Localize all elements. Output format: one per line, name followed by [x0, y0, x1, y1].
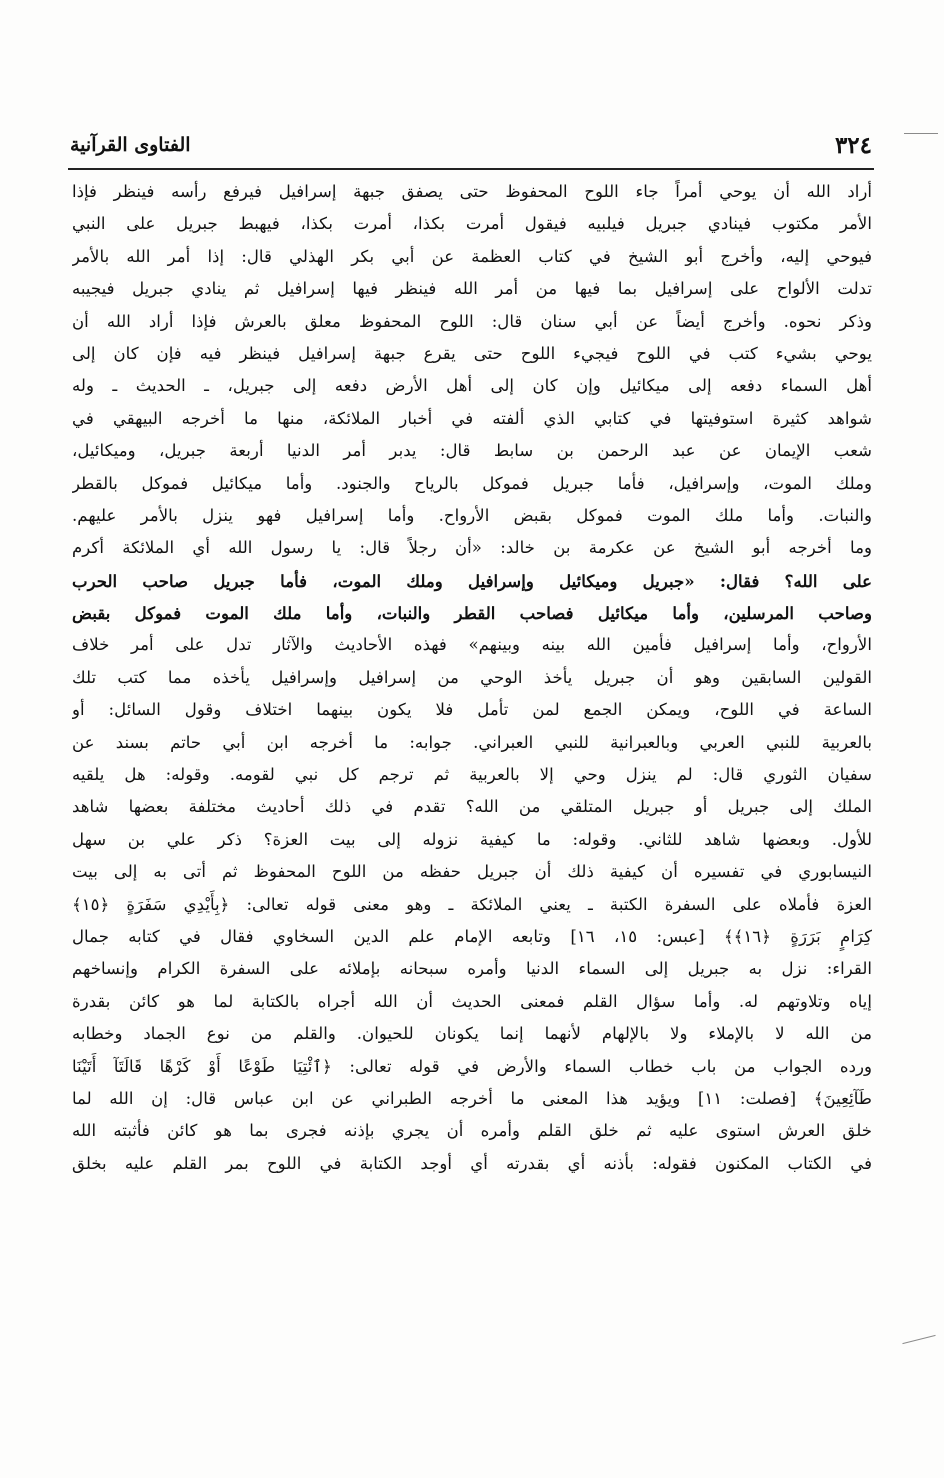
margin-mark-bottom [902, 1335, 935, 1344]
page-header [70, 127, 872, 163]
text-line: طَآئِعِينَ﴾ [فصلت: ١١] ويؤيد هذا المعنى ما أخرجه الطبراني عن ابن عباس قال: إن الله لما [72, 1088, 872, 1108]
text-line: يوحي بشيء كتب في اللوح فيجيء اللوح حتى يقرع جبهة إسرافيل فينظر فيه فإن كان إلى [72, 343, 872, 363]
text-line: على الله؟ فقال: «جبريل وميكائيل وإسرافيل وملك الموت، فأما جبريل صاحب الحرب [72, 570, 872, 591]
text-line: وما أخرجه أبو الشيخ عن عكرمة بن خالد: «أن رجلاً قال: يا رسول الله أي الملائكة أكرم [72, 538, 872, 558]
text-line: بالعربية للنبي العربي وبالعبرانية للنبي العبراني. جوابه: ما أخرجه ابن أبي حاتم بسند عن [72, 732, 872, 752]
text-line: وملك الموت، وإسرافيل، فأما جبريل فموكل بالرياح والجنود. وأما ميكائيل فموكل بالقطر [72, 473, 872, 493]
margin-mark-top [904, 133, 938, 134]
header-divider [68, 168, 874, 170]
running-title: الفتاوى القرآنية [70, 134, 191, 156]
page-number: ٣٢٤ [834, 131, 872, 159]
text-line: النيسابوري في تفسيره أن كيفية ذلك أن جبريل حفظه من اللوح المحفوظ ثم أتى به إلى بيت [72, 862, 872, 882]
text-line: أراد الله أن يوحي أمراً جاء اللوح المحفوظ حتى يصفق جبهة إسرافيل فيرفع رأسه فينظر فإذا [72, 182, 872, 201]
text-line: إياه وتلاوتهم له. وأما سؤال القلم فمعنى الحديث أن الله أجراه بالكتابة لما هو كائن بقدرة [72, 991, 872, 1011]
text-line: خلق العرش استوى عليه ثم خلق القلم وأمره أن يجري بإذنه فجرى بما هو كائن فأثبته الله [72, 1121, 872, 1141]
text-line: في الكتاب المكنون فقوله: بأذنه أي بقدرته أي أوجد الكتابة في اللوح بمر القلم عليه بخلق [72, 1153, 872, 1173]
body-text [72, 176, 872, 1352]
text-line: فيوحي إليه، وأخرج أبو الشيخ في كتاب العظمة عن أبي بكر الهذلي قال: إذا أمر الله بالأمر [72, 246, 872, 266]
text-line: أهل السماء دفعه إلى ميكائيل وإن كان إلى أهل الأرض دفعه إلى جبريل، ـ الحديث ـ وله [72, 376, 872, 396]
text-line: الساعة في اللوح، ويمكن الجمع لمن تأمل فلا يكون بينهما اختلاف وقول السائل: أو [72, 700, 872, 720]
text-line: للأول. وبعضها شاهد للثاني. وقوله: ما كيفية نزوله إلى بيت العزة؟ ذكر علي بن سهل [72, 829, 872, 849]
text-line: سفيان الثوري قال: لم ينزل وحي إلا بالعربية ثم ترجم كل نبي لقومه. وقوله: هل يلقيه [72, 765, 872, 785]
text-line: كِرَامٍ بَرَرَةٍ ﴿١٦﴾﴾ [عبس: ١٥، ١٦] وتابعه الإمام علم الدين السخاوي فقال في كتابه جمال [72, 926, 872, 946]
text-line: القراء: نزل به جبريل إلى السماء الدنيا وأمره سبحانه بإملائه على السفرة الكرام وإنساخهم [72, 959, 872, 979]
text-line: ورده الجواب من باب خطاب السماء والأرض في قوله تعالى: ﴿ٱئْتِيَا طَوْعًا أَوْ كَرْهًا قَالَتَآ أَتَيْنَا [72, 1056, 872, 1076]
text-line: العزة فأملاه على السفرة الكتبة ـ يعني الملائكة ـ وهو معنى قوله تعالى: ﴿بِأَيْدِي سَفَرَةٍ ﴿١٥﴾ [72, 894, 872, 914]
text-line: شعب الإيمان عن عبد الرحمن بن سابط قال: يدبر أمر الدنيا أربعة جبريل، وميكائيل، [72, 441, 872, 461]
text-line: الأمر مكتوب فينادي جبريل فيلبيه فيقول أمرت بكذا، أمرت بكذا، فيهبط جبريل على النبي [72, 214, 872, 234]
text-line: من الله لا بالإملاء ولا بالإلهام لأنهما إنما يكونان للحيوان. والقلم من نوع الجماد وخطابه [72, 1024, 872, 1044]
text-line: شواهد كثيرة استوفيتها في كتابي الذي ألفته في أخبار الملائكة، منها ما أخرجه البيهقي في [72, 408, 872, 428]
text-line: الملك إلى جبريل أو جبريل المتلقي من الله؟ تقدم في ذلك أحاديث مختلفة بعضها شاهد [72, 797, 872, 817]
text-line: الأرواح، وأما إسرافيل فأمين الله بينه وبينهم» فهذه الأحاديث والآثار تدل على أمر خلاف [72, 635, 872, 655]
text-line: وصاحب المرسلين، وأما ميكائيل فصاحب القطر والنبات، وأما ملك الموت فموكل بقبض [72, 603, 872, 624]
text-line: والنبات. وأما ملك الموت فموكل بقبض الأرواح. وأما إسرافيل فهو ينزل بالأمر عليهم. [72, 505, 872, 525]
text-line: تدلت الألواح على إسرافيل بما فيها من أمر الله فينظر فيها إسرافيل ثم ينادي جبريل فيجيبه [72, 279, 872, 299]
text-line: وذكر نحوه. وأخرج أيضاً عن أبي سنان قال: اللوح المحفوظ معلق بالعرش فإذا أراد الله أن [72, 311, 872, 331]
text-line: القولين السابقين وهو أن جبريل يأخذ الوحي من إسرافيل وإسرافيل يأخذه مما كتب تلك [72, 667, 872, 687]
